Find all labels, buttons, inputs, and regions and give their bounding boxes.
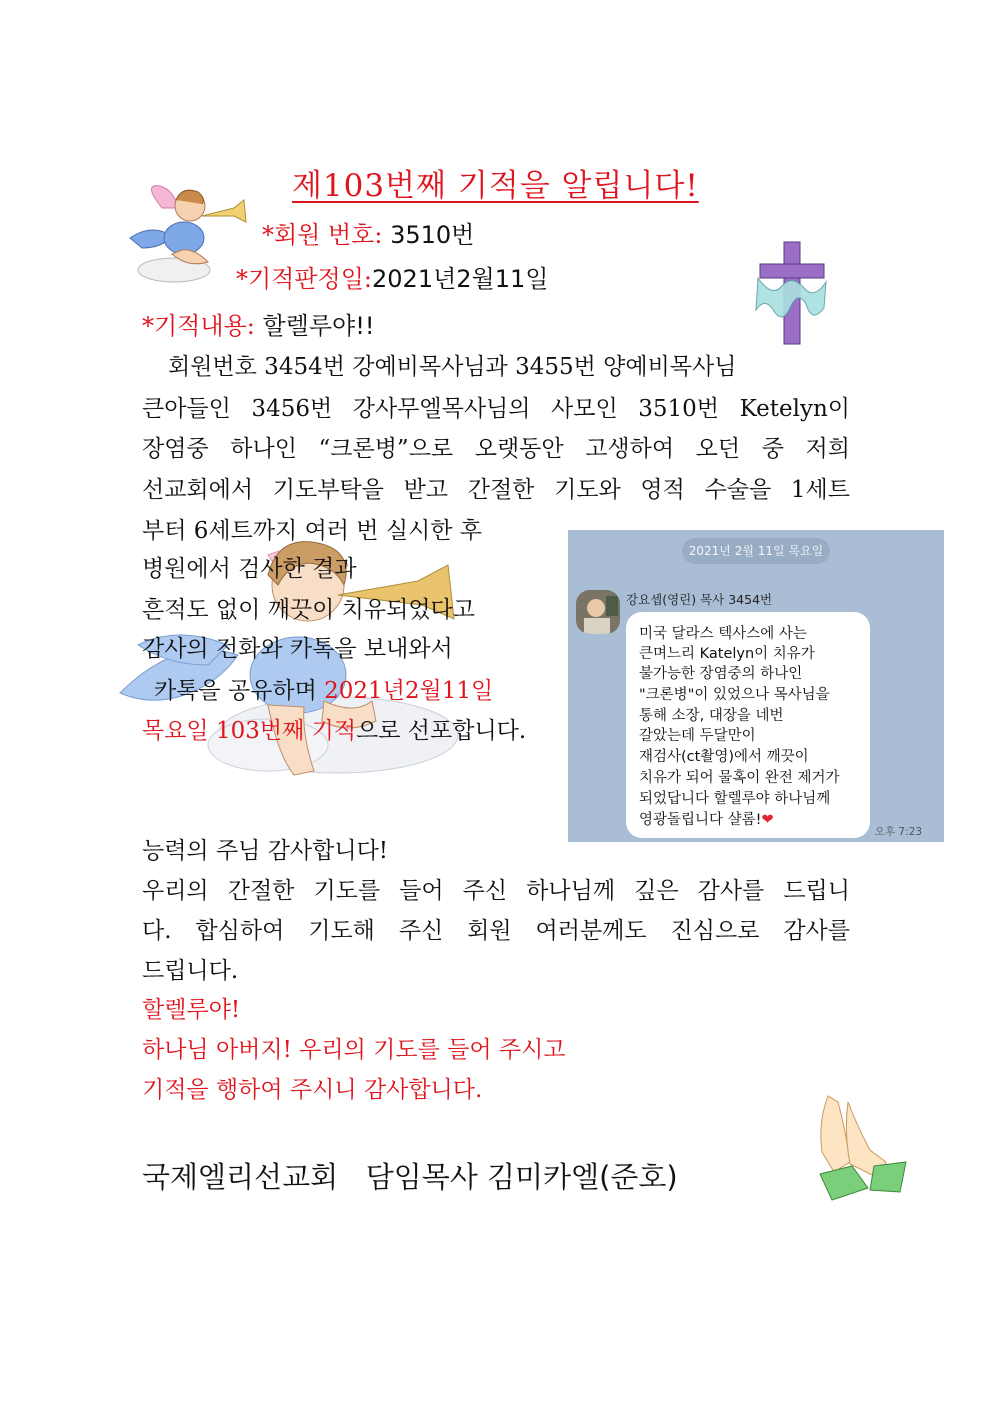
body-line-10-text: 으로 선포합니다. <box>356 718 527 744</box>
miracle-content-line <box>142 306 374 341</box>
judgement-date-line <box>236 259 548 294</box>
body-line-9 <box>154 672 493 705</box>
body-line-5: 부터 6세트까지 여러 번 실시한 후 <box>142 518 483 544</box>
chat-message-line: 불가능한 장염중의 하나인 <box>639 666 803 682</box>
body-line-10 <box>142 712 526 745</box>
chat-sender-name: 강요셉(영린) 목사 3454번 <box>626 592 773 607</box>
chat-date-divider: 2021년 2월 11일 목요일 <box>682 538 830 564</box>
chat-message-line: 갈았는데 두달만이 <box>639 728 756 744</box>
member-number-label: *회원 번호: <box>262 221 383 249</box>
body-line-7: 흔적도 없이 깨끗이 치유되었다고 <box>142 597 475 623</box>
avatar-photo-icon <box>576 590 620 634</box>
thanks-line-3: 다. 합심하여 기도해 주신 회원 여러분께도 진심으로 감사를 <box>142 918 850 944</box>
heart-icon: ❤ <box>761 812 774 828</box>
judgement-date-label: *기적판정일: <box>236 265 373 293</box>
miracle-content-label: *기적내용: <box>142 312 255 340</box>
prayer-line-1: 할렐루야! <box>142 997 241 1023</box>
chat-message-line: "크론병"이 있었으나 목사님을 <box>639 687 830 703</box>
thanks-line-1: 능력의 주님 감사합니다! <box>142 838 389 864</box>
thanks-line-4: 드립니다. <box>142 958 239 984</box>
kakaotalk-screenshot <box>568 530 944 842</box>
angel-trumpet-small-icon <box>122 178 252 288</box>
chat-message-line: 재검사(ct촬영)에서 깨끗이 <box>639 749 809 765</box>
chat-message-line: 영광돌립니다 샬롬! <box>639 812 762 828</box>
body-line-3: 장염중 하나인 “크론병”으로 오랫동안 고생하여 오던 중 저희 <box>142 436 850 462</box>
signature: 국제엘리선교회 담임목사 김미카엘(준호) <box>142 1160 678 1194</box>
miracle-content-value: 할렐루야!! <box>262 312 375 340</box>
body-line-9-date: 2021년2월11일 <box>324 678 494 704</box>
body-line-2: 큰아들인 3456번 강사무엘목사님의 사모인 3510번 Ketelyn이 <box>142 396 850 422</box>
praying-hands-icon <box>788 1092 912 1204</box>
chat-message-last-line <box>639 808 774 829</box>
body-line-10-miracle: 목요일 103번째 기적 <box>142 718 357 744</box>
page-title: 제103번째 기적을 알립니다! <box>292 168 699 204</box>
judgement-date-value: 2021년2월11일 <box>372 265 549 293</box>
member-number-value: 3510번 <box>390 221 475 249</box>
thanks-line-2: 우리의 간절한 기도를 들어 주신 하나님께 깊은 감사를 드립니 <box>142 878 850 904</box>
chat-message-bubble <box>626 612 870 838</box>
chat-message-line: 큰며느리 Katelyn이 치유가 <box>639 646 815 662</box>
chat-message-line: 통해 소장, 대장을 네번 <box>639 708 784 724</box>
cross-with-cloth-icon <box>752 238 832 348</box>
chat-message-line: 치유가 되어 물혹이 완전 제거가 <box>639 770 840 786</box>
body-line-1: 회원번호 3454번 강예비목사님과 3455번 양예비목사님 <box>168 354 737 380</box>
body-line-6: 병원에서 검사한 결과 <box>142 556 357 582</box>
chat-message-line: 되었답니다 할렐루야 하나님께 <box>639 791 831 807</box>
chat-time: 오후 7:23 <box>874 826 922 838</box>
body-line-8: 감사의 전화와 카톡을 보내와서 <box>142 636 453 662</box>
chat-message-line: 미국 달라스 텍사스에 사는 <box>639 626 807 642</box>
avatar <box>576 590 620 634</box>
prayer-line-2: 하나님 아버지! 우리의 기도를 들어 주시고 <box>142 1037 566 1063</box>
prayer-line-3: 기적을 행하여 주시니 감사합니다. <box>142 1077 483 1103</box>
body-line-9-text: 카톡을 공유하며 <box>154 678 325 704</box>
body-line-4: 선교회에서 기도부탁을 받고 간절한 기도와 영적 수술을 1세트 <box>142 477 850 503</box>
member-number-line <box>262 215 474 250</box>
